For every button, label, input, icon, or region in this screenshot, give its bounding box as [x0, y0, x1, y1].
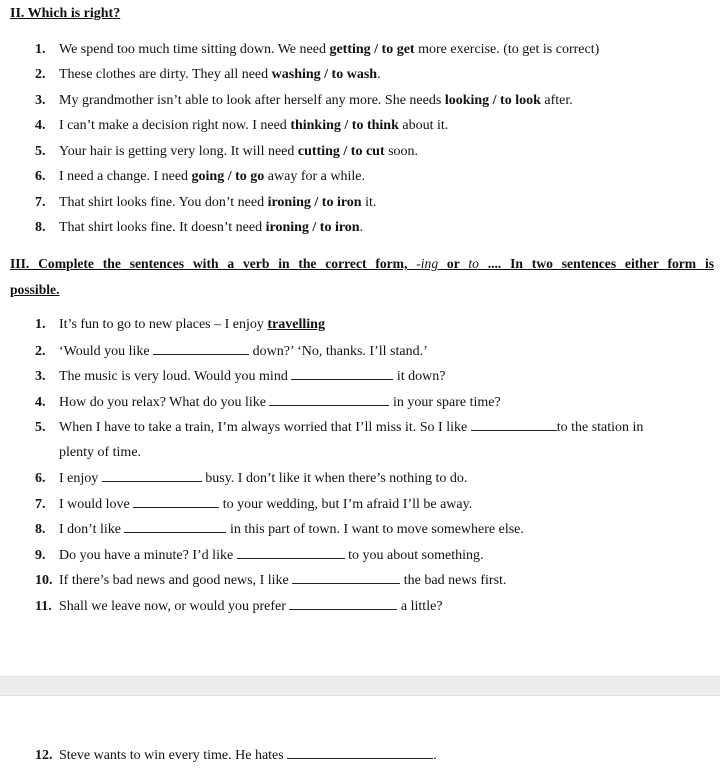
option-pair: going / to go [191, 169, 265, 184]
option-pair: washing / to wash [271, 67, 378, 82]
option-pair: getting / to get [329, 42, 415, 57]
exercise-3-item-7: 7. I would love to your wedding, but I’m afraid I’ll be away. [35, 497, 473, 512]
option-pair: thinking / to think [290, 118, 399, 133]
exercise-2-item-5: 5. Your hair is getting very long. It will need cutting / to cut soon. [35, 144, 419, 159]
section-3-title: III. Complete the sentences with a verb in the correct form, -ing or to .... In two sentences either form is [10, 256, 715, 271]
exercise-3-item-10: 10. If there’s bad news and good news, I like the bad news first. [35, 573, 507, 588]
exercise-3-item-6: 6. I enjoy busy. I don’t like it when there’s nothing to do. [35, 471, 468, 486]
item-number: 7. [35, 195, 46, 210]
option-pair: ironing / to iron [267, 195, 362, 210]
item-number: 8. [35, 220, 46, 235]
example-answer: travelling [267, 317, 325, 332]
item-number: 2. [35, 67, 46, 82]
item-number: 5. [35, 420, 46, 435]
exercise-3-item-5: 5. When I have to take a train, I’m always worried that I’ll miss it. So I like to the station in [35, 420, 644, 435]
answer-blank[interactable] [124, 521, 226, 533]
answer-blank[interactable] [133, 496, 219, 508]
exercise-3-item-2: 2. ‘Would you like down?’ ‘No, thanks. I’ll stand.’ [35, 344, 428, 359]
answer-blank[interactable] [471, 419, 557, 431]
exercise-3-item-5-line-2: plenty of time. [59, 445, 142, 460]
exercise-2-item-8: 8. That shirt looks fine. It doesn’t need ironing / to iron. [35, 220, 364, 235]
item-number: 11. [35, 599, 52, 614]
item-number: 12. [35, 748, 53, 763]
item-number: 3. [35, 93, 46, 108]
exercise-3-item-3: 3. The music is very loud. Would you mind it down? [35, 369, 446, 384]
item-number: 1. [35, 317, 46, 332]
section-2-title: II. Which is right? [10, 6, 121, 21]
exercise-2-item-6: 6. I need a change. I need going / to go away for a while. [35, 169, 365, 184]
answer-blank[interactable] [292, 572, 400, 584]
item-number: 3. [35, 369, 46, 384]
answer-blank[interactable] [291, 368, 393, 380]
exercise-3-item-12: 12. Steve wants to win every time. He hates . [35, 748, 437, 763]
exercise-3-item-9: 9. Do you have a minute? I’d like to you about something. [35, 548, 484, 563]
exercise-2-item-7: 7. That shirt looks fine. You don’t need ironing / to iron it. [35, 195, 377, 210]
item-number: 4. [35, 395, 46, 410]
answer-blank[interactable] [289, 598, 397, 610]
option-pair: ironing / to iron [265, 220, 360, 235]
item-number: 1. [35, 42, 46, 57]
worksheet-page-2 [0, 696, 720, 775]
section-3-title-line-2: possible. [10, 282, 60, 297]
answer-blank[interactable] [269, 394, 389, 406]
exercise-2-item-2: 2. These clothes are dirty. They all need washing / to wash. [35, 67, 381, 82]
exercise-2-item-4: 4. I can’t make a decision right now. I need thinking / to think about it. [35, 118, 449, 133]
answer-blank[interactable] [102, 470, 202, 482]
exercise-3-item-4: 4. How do you relax? What do you like in your spare time? [35, 395, 501, 410]
item-number: 4. [35, 118, 46, 133]
item-number: 10. [35, 573, 53, 588]
item-number: 8. [35, 522, 46, 537]
option-pair: looking / to look [444, 93, 541, 108]
item-number: 9. [35, 548, 46, 563]
option-pair: cutting / to cut [297, 144, 385, 159]
item-number: 6. [35, 471, 46, 486]
item-number: 5. [35, 144, 46, 159]
page-break [0, 676, 720, 696]
exercise-2-item-3: 3. My grandmother isn’t able to look after herself any more. She needs looking / to look after. [35, 93, 573, 108]
exercise-3-item-8: 8. I don’t like in this part of town. I want to move somewhere else. [35, 522, 524, 537]
item-number: 7. [35, 497, 46, 512]
item-number: 2. [35, 344, 46, 359]
exercise-2-item-1: 1. We spend too much time sitting down. We need getting / to get more exercise. (to get is correct) [35, 42, 600, 57]
answer-blank[interactable] [287, 747, 433, 759]
exercise-3-item-11: 11. Shall we leave now, or would you prefer a little? [35, 599, 443, 614]
answer-blank[interactable] [153, 343, 249, 355]
exercise-3-item-1: 1. It’s fun to go to new places – I enjoy travelling [35, 317, 325, 332]
answer-blank[interactable] [237, 547, 345, 559]
item-number: 6. [35, 169, 46, 184]
